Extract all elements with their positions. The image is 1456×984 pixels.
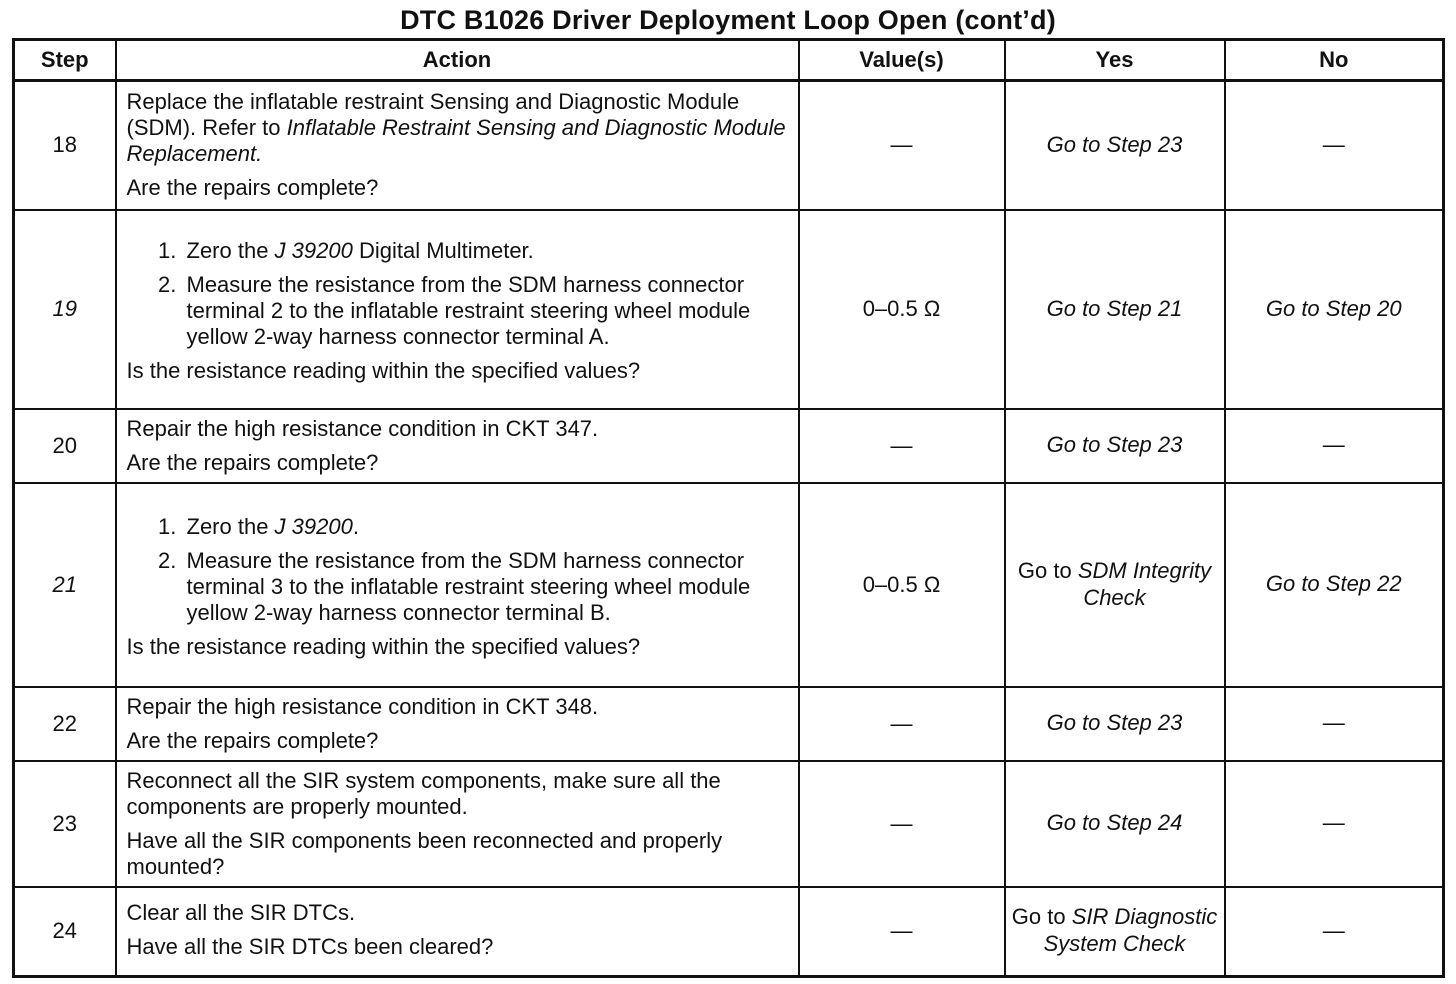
action-question: Have all the SIR DTCs been cleared?	[126, 934, 494, 960]
action-text: Repair the high resistance condition in CKT 348.	[126, 693, 599, 719]
action-cell	[116, 687, 799, 761]
action-text	[127, 89, 788, 167]
table-row-step-24	[14, 887, 1444, 977]
header-action: Action	[116, 40, 799, 81]
action-question: Are the repairs complete?	[126, 727, 379, 753]
yes-link[interactable]: Go to Step 23	[1046, 710, 1183, 735]
procedure-reference: SDM Integrity Check	[1077, 557, 1212, 610]
action-step-2: 2. Measure the resistance from the SDM harness connector terminal 2 to the inflatable restraint steering wheel module yellow 2-way harness connector terminal A.	[183, 272, 788, 350]
value-cell: 0–0.5 Ω	[799, 210, 1005, 409]
yes-link[interactable]: Go to Step 24	[1046, 810, 1183, 835]
header-step: Step	[14, 40, 116, 81]
action-step-1: 1. Zero the J 39200.	[183, 514, 788, 540]
table-row-step-19	[14, 210, 1444, 409]
table-row-step-23	[14, 761, 1444, 887]
action-question: Are the repairs complete?	[126, 175, 379, 201]
no-cell: —	[1225, 761, 1444, 887]
value-cell: —	[799, 81, 1005, 210]
value-cell: —	[799, 887, 1005, 977]
action-question: Is the resistance reading within the specified values?	[126, 358, 641, 383]
action-text: Repair the high resistance condition in CKT 347.	[126, 415, 599, 441]
yes-link[interactable]: Go to Step 23	[1046, 131, 1183, 157]
action-steps	[127, 514, 788, 626]
yes-cell	[1005, 409, 1225, 483]
yes-cell	[1005, 687, 1225, 761]
value-cell: 0–0.5 Ω	[799, 483, 1005, 687]
no-cell	[1225, 483, 1444, 687]
diagnostic-table	[12, 38, 1445, 978]
action-lead: Replace the inflatable restraint Sensing and Diagnostic Module (SDM). Refer to	[126, 89, 740, 141]
no-cell: —	[1225, 409, 1444, 483]
no-cell: —	[1225, 687, 1444, 761]
yes-cell	[1005, 887, 1225, 977]
action-cell	[116, 483, 799, 687]
table-row-step-18	[14, 81, 1444, 210]
no-cell	[1225, 210, 1444, 409]
no-cell: —	[1225, 81, 1444, 210]
tool-reference: J 39200	[274, 238, 353, 263]
yes-link[interactable]: Go to Step 23	[1046, 432, 1183, 457]
tool-reference: J 39200	[274, 513, 353, 539]
step-number: 18	[14, 81, 116, 210]
step-number: 24	[14, 887, 116, 977]
yes-cell	[1005, 483, 1225, 687]
step-number: 22	[14, 687, 116, 761]
value-cell: —	[799, 409, 1005, 483]
yes-cell	[1005, 761, 1225, 887]
step-number: 19	[14, 210, 116, 409]
table-row-step-22	[14, 687, 1444, 761]
action-text: Clear all the SIR DTCs.	[126, 900, 356, 926]
action-cell	[116, 761, 799, 887]
header-values: Value(s)	[799, 40, 1005, 81]
no-link[interactable]: Go to Step 22	[1265, 571, 1402, 596]
procedure-reference: SIR Diagnostic System Check	[1043, 904, 1218, 957]
action-cell	[116, 81, 799, 210]
header-no: No	[1225, 40, 1444, 81]
yes-cell	[1005, 210, 1225, 409]
no-link[interactable]: Go to Step 20	[1265, 295, 1402, 321]
action-question: Have all the SIR components been reconnected and properly mounted?	[126, 827, 723, 879]
step-number: 23	[14, 761, 116, 887]
header-row	[14, 40, 1444, 81]
action-reference: Inflatable Restraint Sensing and Diagnostic Module Replacement.	[126, 115, 786, 167]
action-cell	[116, 409, 799, 483]
table-row-step-20	[14, 409, 1444, 483]
action-cell	[116, 210, 799, 409]
table-row-step-21	[14, 483, 1444, 687]
action-question: Are the repairs complete?	[126, 449, 379, 475]
header-yes: Yes	[1005, 40, 1225, 81]
step-number: 21	[14, 483, 116, 687]
value-cell: —	[799, 687, 1005, 761]
action-cell	[116, 887, 799, 977]
action-step-1: 1. Zero the J 39200 Digital Multimeter.	[183, 238, 788, 264]
yes-link[interactable]: Go to SDM Integrity Check	[1017, 557, 1212, 610]
step-number: 20	[14, 409, 116, 483]
action-text: Reconnect all the SIR system components, make sure all the components are properly mounted.	[126, 767, 721, 819]
yes-cell	[1005, 81, 1225, 210]
page-title: DTC B1026 Driver Deployment Loop Open (cont’d)	[400, 5, 1056, 35]
no-cell: —	[1225, 887, 1444, 977]
yes-link[interactable]: Go to Step 21	[1046, 295, 1183, 321]
action-steps	[127, 238, 788, 350]
action-question: Is the resistance reading within the specified values?	[126, 633, 641, 659]
value-cell: —	[799, 761, 1005, 887]
action-step-2: 2. Measure the resistance from the SDM harness connector terminal 3 to the inflatable restraint steering wheel module yellow 2-way harness connector terminal B.	[183, 548, 788, 626]
yes-link[interactable]: Go to SIR Diagnostic System Check	[1011, 904, 1218, 957]
